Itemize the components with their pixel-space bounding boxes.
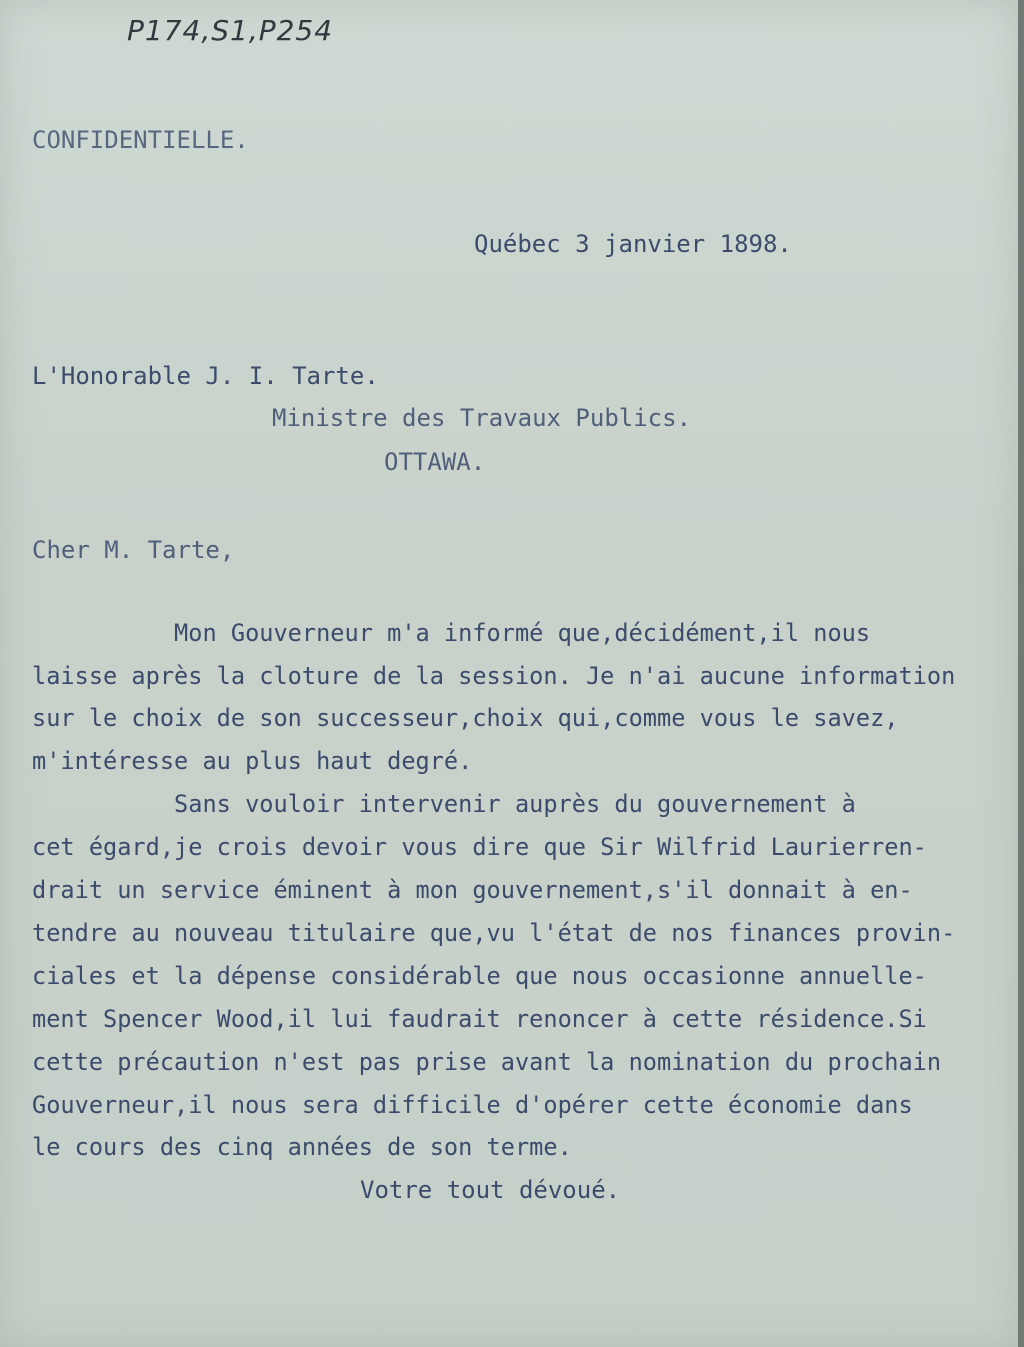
body-line: cette précaution n'est pas prise avant la nomination du prochain	[32, 1048, 942, 1076]
body-line: m'intéresse au plus haut degré.	[32, 747, 473, 775]
body-line: cet égard,je crois devoir vous dire que Sir Wilfrid Laurierren-	[32, 833, 927, 861]
closing: Votre tout dévoué.	[360, 1176, 621, 1204]
body-line: Mon Gouverneur m'a informé que,décidément,il nous	[32, 619, 871, 647]
page-edge	[1018, 0, 1024, 1347]
confidential-heading: CONFIDENTIELLE.	[32, 126, 249, 154]
recipient-city: OTTAWA.	[384, 448, 486, 476]
recipient-title: Ministre des Travaux Publics.	[272, 404, 692, 432]
body-line: ment Spencer Wood,il lui faudrait renoncer à cette résidence.Si	[32, 1005, 927, 1033]
body-line: Gouverneur,il nous sera difficile d'opérer cette économie dans	[32, 1091, 913, 1119]
body-line: laisse après la cloture de la session. Je n'ai aucune information	[32, 662, 956, 690]
archive-reference: P174,S1,P254	[127, 14, 334, 47]
body-line: Sans vouloir intervenir auprès du gouvernement à	[32, 790, 856, 818]
body-line: le cours des cinq années de son terme.	[32, 1133, 572, 1161]
body-line: ciales et la dépense considérable que nous occasionne annuelle-	[32, 962, 927, 990]
body-line: drait un service éminent à mon gouvernement,s'il donnait à en-	[32, 876, 913, 904]
salutation: Cher M. Tarte,	[32, 536, 235, 564]
recipient-name: L'Honorable J. I. Tarte.	[32, 362, 379, 390]
letter-date: Québec 3 janvier 1898.	[474, 230, 792, 258]
body-line: sur le choix de son successeur,choix qui,comme vous le savez,	[32, 704, 899, 732]
body-line: tendre au nouveau titulaire que,vu l'état de nos finances provin-	[32, 919, 956, 947]
